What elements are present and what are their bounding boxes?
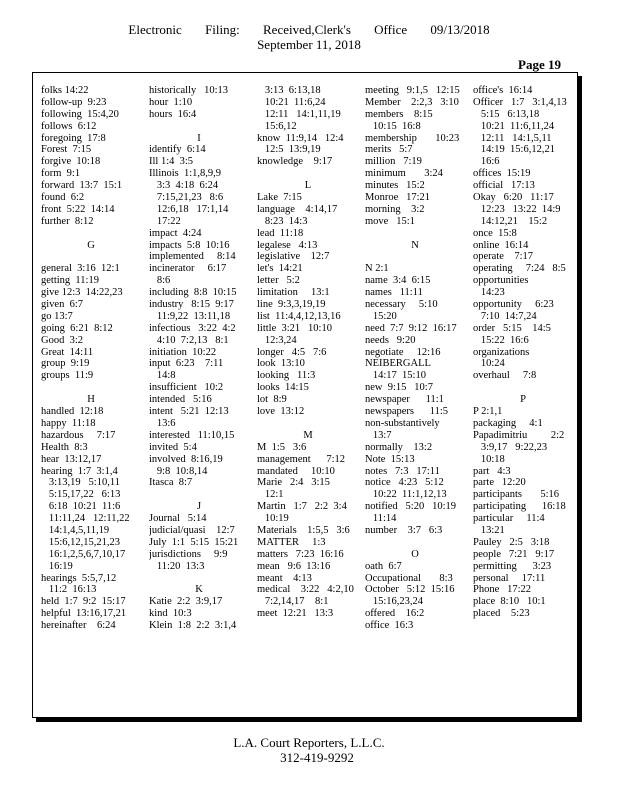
index-entry: hearing 1:7 3:1,4 [41, 465, 118, 477]
filing-word: Received,Clerk's [263, 22, 351, 37]
index-entry: forward 13:7 15:1 [41, 180, 123, 192]
index-entry [149, 573, 249, 585]
index-entry: 13:6 [149, 417, 176, 429]
index-entry: Ill 1:4 3:5 [149, 156, 194, 168]
index-entry: impact 4:24 [149, 227, 202, 239]
index-entry: Lake 7:15 [257, 192, 302, 204]
index-entry: particular 11:4 [473, 513, 545, 525]
index-entry: July 1:1 5:15 15:21 [149, 536, 239, 548]
index-entry: incinerator 6:17 [149, 263, 227, 275]
index-entry: Klein 1:8 2:2 3:1,4 [149, 620, 237, 632]
index-column-4 [365, 85, 465, 713]
index-entry: minutes 15:2 [365, 180, 425, 192]
index-entry: Pauley 2:5 3:18 [473, 536, 550, 548]
index-entry [257, 168, 359, 180]
index-entry: Okay 6:20 11:17 [473, 192, 554, 204]
index-entry: order 5:15 14:5 [473, 322, 551, 334]
index-entry: language 4:14,17 [257, 203, 338, 215]
index-entry: 13:21 [473, 524, 505, 536]
index-section-letter: H [87, 394, 95, 406]
index-entry: 12:23 13:22 14:9 [473, 203, 561, 215]
index-entry: form 9:1 [41, 168, 81, 180]
index-entry: 12:11 14:1,5,11 [473, 132, 552, 144]
index-entry: involved 8:16,19 [149, 453, 223, 465]
index-entry: new 9:15 10:7 [365, 382, 433, 394]
index-entry: held 1:7 9:2 15:17 [41, 596, 126, 608]
index-entry: 16:6 [473, 156, 500, 168]
index-entry: getting 11:19 [41, 275, 99, 287]
index-section-letter: P [520, 394, 526, 406]
index-entry: interested 11:10,15 [149, 429, 235, 441]
filing-stamp [0, 22, 618, 38]
index-entry: members 8:15 [365, 108, 433, 120]
filing-word: Filing: [205, 22, 240, 37]
index-entry: Phone 17:22 [473, 584, 532, 596]
index-entry: NEIBERGALL [365, 358, 431, 370]
index-entry: lot 8:9 [257, 394, 287, 406]
index-entry: opportunity 6:23 [473, 299, 554, 311]
index-section-letter: K [195, 584, 203, 596]
index-entry: needs 9:20 [365, 334, 416, 346]
index-entry: 8:6 [149, 275, 171, 287]
index-entry: knowledge 9:17 [257, 156, 333, 168]
index-entry: list 11:4,4,12,13,16 [257, 310, 341, 322]
index-entry: part 4:3 [473, 465, 511, 477]
index-entry: know 11:9,14 12:4 [257, 132, 344, 144]
index-entry: implemented 8:14 [149, 251, 236, 263]
index-entry: MATTER 1:3 [257, 536, 326, 548]
index-column-2 [149, 85, 249, 713]
index-entry: invited 5:4 [149, 441, 197, 453]
word-index-box [32, 72, 578, 718]
index-entry: Journal 5:14 [149, 513, 207, 525]
index-entry: folks 14:22 [41, 85, 89, 96]
index-entry: love 13:12 [257, 406, 305, 418]
index-entry: letter 5:2 [257, 275, 300, 287]
index-entry: non-substantively [365, 417, 440, 429]
index-entry: including 8:8 10:15 [149, 287, 237, 299]
index-entry: Forest 7:15 [41, 144, 92, 156]
index-entry: legislative 12:7 [257, 251, 330, 263]
index-entry: participants 5:16 [473, 489, 560, 501]
index-entry: 10:15 16:8 [365, 120, 421, 132]
index-entry: 8:23 14:3 [257, 215, 308, 227]
index-entry: N 2:1 [365, 263, 389, 275]
index-entry: overhaul 7:8 [473, 370, 537, 382]
index-entry: management 7:12 [257, 453, 346, 465]
index-entry: general 3:16 12:1 [41, 263, 120, 275]
index-entry: operating 7:24 8:5 [473, 263, 566, 275]
index-entry: found 6:2 [41, 192, 85, 204]
index-entry: notice 4:23 5:12 [365, 477, 444, 489]
index-entry: personal 17:11 [473, 572, 546, 584]
reporter-phone: 312-419-9292 [280, 750, 354, 765]
index-entry: 7:15,21,23 8:6 [149, 192, 224, 204]
index-entry: normally 13:2 [365, 441, 433, 453]
index-entry: offered 16:2 [365, 608, 425, 620]
index-entry: Materials 1:5,5 3:6 [257, 524, 350, 536]
index-entry: insufficient 10:2 [149, 382, 224, 394]
index-entry: 14:1,4,5,11,19 [41, 524, 110, 536]
index-entry: notes 7:3 17:11 [365, 465, 440, 477]
index-section-letter: L [304, 180, 312, 192]
index-entry: 12:11 14:1,11,19 [257, 108, 341, 120]
index-entry: looks 14:15 [257, 382, 309, 394]
index-entry: hereinafter 6:24 [41, 620, 116, 632]
index-entry: 15:22 16:6 [473, 334, 529, 346]
index-entry: go 13:7 [41, 310, 73, 322]
index-entry: 10:24 [473, 358, 505, 370]
index-entry: hear 13:12,17 [41, 453, 102, 465]
index-entry: 12:6,18 17:1,14 [149, 203, 229, 215]
index-entry: follows 6:12 [41, 120, 97, 132]
filing-word: 09/13/2018 [430, 22, 490, 37]
index-entry: hour 1:10 [149, 96, 193, 108]
index-entry: jurisdictions 9:9 [149, 548, 228, 560]
index-entry: 9:8 10:8,14 [149, 465, 208, 477]
index-section-letter: M [303, 429, 313, 441]
hearing-date: September 11, 2018 [257, 37, 361, 52]
index-entry [365, 537, 465, 549]
index-entry [41, 228, 141, 240]
index-entry: 10:22 11:1,12,13 [365, 489, 447, 501]
index-entry: 15:16,23,24 [365, 596, 424, 608]
index-entry: 11:9,22 13:11,18 [149, 310, 231, 322]
index-entry: going 6:21 8:12 [41, 322, 113, 334]
index-entry: 6:18 10:21 11:6 [41, 501, 121, 513]
index-entry: merits 5:7 [365, 144, 413, 156]
index-entry: lead 11:18 [257, 227, 304, 239]
index-entry: Good 3:2 [41, 334, 83, 346]
index-column-1 [41, 85, 141, 713]
index-entry: October 5:12 15:16 [365, 584, 455, 596]
index-entry: 11:11,24 12:11,22 [41, 513, 130, 525]
index-entry: 17:22 [149, 215, 181, 227]
index-entry: people 7:21 9:17 [473, 548, 555, 560]
index-entry [149, 121, 249, 133]
index-entry: meeting 9:1,5 12:15 [365, 85, 460, 96]
index-entry: parte 12:20 [473, 477, 526, 489]
index-entry: operate 7:17 [473, 251, 534, 263]
index-entry: matters 7:23 16:16 [257, 548, 344, 560]
index-section-letter: O [411, 548, 419, 560]
index-entry: M 1:5 3:6 [257, 441, 307, 453]
index-entry: 5:15,17,22 6:13 [41, 489, 121, 501]
index-entry: longer 4:5 7:6 [257, 346, 327, 358]
index-entry: 3:9,17 9:22,23 [473, 441, 548, 453]
index-entry: 14:19 15:6,12,21 [473, 144, 555, 156]
index-entry: handled 12:18 [41, 406, 104, 418]
index-entry: 15:6,12 [257, 120, 297, 132]
index-entry: groups 11:9 [41, 370, 94, 382]
index-entry: Papadimitriu 2:2 [473, 429, 565, 441]
index-entry: Officer 1:7 3:1,4,13 [473, 96, 567, 108]
index-section-letter: N [411, 239, 419, 251]
index-entry: forgive 10:18 [41, 156, 101, 168]
index-entry: meet 12:21 13:3 [257, 608, 334, 620]
index-entry: million 7:19 [365, 156, 422, 168]
index-entry: names 11:11 [365, 287, 423, 299]
index-entry: 4:10 7:2,13 8:1 [149, 334, 229, 346]
index-entry: hours 16:4 [149, 108, 197, 120]
index-entry: intended 5:16 [149, 394, 212, 406]
index-entry: let's 14:21 [257, 263, 303, 275]
index-entry: P 2:1,1 [473, 406, 503, 418]
index-entry: identify 6:14 [149, 144, 206, 156]
index-entry: 7:10 14:7,24 [473, 310, 537, 322]
page-number: Page 19 [518, 57, 561, 72]
reporter-company: L.A. Court Reporters, L.L.C. [233, 735, 385, 750]
index-entry: 3:13,19 5:10,11 [41, 477, 120, 489]
index-entry: front 5:22 14:14 [41, 203, 115, 215]
index-entry: little 3:21 10:10 [257, 322, 332, 334]
index-entry: 5:15 6:13,18 [473, 108, 540, 120]
index-entry: further 8:12 [41, 215, 94, 227]
index-entry: meant 4:13 [257, 572, 312, 584]
index-entry: participating 16:18 [473, 501, 566, 513]
index-entry: Occupational 8:3 [365, 572, 453, 584]
index-entry: place 8:10 10:1 [473, 596, 546, 608]
index-entry: 14:17 15:10 [365, 370, 426, 382]
index-entry: packaging 4:1 [473, 417, 543, 429]
index-entry [365, 228, 465, 240]
index-entry: membership 10:23 [365, 132, 460, 144]
index-entry: 7:2,14,17 8:1 [257, 596, 329, 608]
index-entry: infectious 3:22 4:2 [149, 322, 236, 334]
index-entry: 12:5 13:9,19 [257, 144, 321, 156]
index-entry: given 6:7 [41, 299, 83, 311]
index-entry: follow-up 9:23 [41, 96, 107, 108]
index-entry: kind 10:3 [149, 608, 192, 620]
index-entry: 14:23 [473, 287, 505, 299]
index-entry: medical 3:22 4:2,10 [257, 584, 354, 596]
index-entry: Great 14:11 [41, 346, 94, 358]
index-entry: offices 15:19 [473, 168, 531, 180]
index-entry: newspaper 11:1 [365, 394, 444, 406]
index-entry: 15:6,12,15,21,23 [41, 536, 121, 548]
index-entry: Katie 2:2 3:9,17 [149, 596, 223, 608]
index-entry: give 12:3 14:22,23 [41, 287, 123, 299]
index-entry: morning 3:2 [365, 203, 425, 215]
index-entry [41, 382, 141, 394]
index-entry: Martin 1:7 2:2 3:4 [257, 501, 347, 513]
index-entry: 14:12,21 15:2 [473, 215, 548, 227]
index-column-5 [473, 85, 573, 713]
index-entry: organizations [473, 346, 530, 358]
index-entry: online 16:14 [473, 239, 529, 251]
index-entry [149, 489, 249, 501]
index-entry: 11:20 13:3 [149, 560, 205, 572]
index-entry: 16:1,2,5,6,7,10,17 [41, 548, 126, 560]
index-entry: intent 5:21 12:13 [149, 406, 229, 418]
index-entry: Monroe 17:21 [365, 192, 431, 204]
index-entry: 10:18 [473, 453, 505, 465]
index-entry: look 13:10 [257, 358, 305, 370]
index-entry: mean 9:6 13:16 [257, 560, 331, 572]
index-entry: industry 8:15 9:17 [149, 299, 234, 311]
index-entry: happy 11:18 [41, 417, 96, 429]
index-entry: impacts 5:8 10:16 [149, 239, 230, 251]
index-entry: hazardous 7:17 [41, 429, 116, 441]
index-entry: permitting 3:23 [473, 560, 552, 572]
index-entry: negotiate 12:16 [365, 346, 441, 358]
index-entry: 10:19 [257, 513, 289, 525]
index-entry: group 9:19 [41, 358, 90, 370]
index-entry: minimum 3:24 [365, 168, 443, 180]
index-entry: newspapers 11:5 [365, 406, 449, 418]
index-entry: move 15:1 [365, 215, 415, 227]
index-entry: helpful 13:16,17,21 [41, 608, 127, 620]
index-entry: 10:21 11:6,11,24 [473, 120, 555, 132]
index-entry: opportunities [473, 275, 529, 287]
index-entry: Health 8:3 [41, 441, 88, 453]
index-entry: 3:13 6:13,18 [257, 85, 321, 96]
index-entry: judicial/quasi 12:7 [149, 524, 235, 536]
index-section-letter: G [87, 239, 95, 251]
index-entry: Note 15:13 [365, 453, 415, 465]
index-entry [365, 251, 465, 263]
index-entry: necessary 5:10 [365, 299, 438, 311]
index-entry: foregoing 17:8 [41, 132, 106, 144]
index-entry: 3:3 4:18 6:24 [149, 180, 219, 192]
index-entry: 14:8 [149, 370, 176, 382]
index-entry: once 15:8 [473, 227, 517, 239]
index-entry: 12:3,24 [257, 334, 297, 346]
index-entry [41, 251, 141, 263]
index-entry: official 17:13 [473, 180, 535, 192]
index-entry: office's 16:14 [473, 85, 533, 96]
index-entry: 13:7 [365, 429, 392, 441]
index-column-3 [257, 85, 359, 713]
index-entry [257, 418, 359, 430]
index-entry: Member 2:2,3 3:10 [365, 96, 459, 108]
index-entry: line 9:3,3,19,19 [257, 299, 326, 311]
index-entry: 12:1 [257, 489, 284, 501]
index-entry: hearings 5:5,7,12 [41, 572, 117, 584]
index-entry: legalese 4:13 [257, 239, 318, 251]
index-entry [473, 382, 573, 394]
index-entry: oath 6:7 [365, 560, 402, 572]
index-entry: following 15:4,20 [41, 108, 119, 120]
index-entry: placed 5:23 [473, 608, 530, 620]
filing-word: Office [374, 22, 408, 37]
index-entry: Illinois 1:1,8,9,9 [149, 168, 222, 180]
index-entry: mandated 10:10 [257, 465, 335, 477]
index-entry: name 3:4 6:15 [365, 275, 431, 287]
index-entry: historically 10:13 [149, 85, 229, 96]
index-entry: looking 11:3 [257, 370, 316, 382]
index-entry: Itasca 8:7 [149, 477, 193, 489]
index-entry: notified 5:20 10:19 [365, 501, 456, 513]
index-entry: need 7:7 9:12 16:17 [365, 322, 457, 334]
index-section-letter: I [197, 132, 201, 144]
index-entry: 10:21 11:6,24 [257, 96, 326, 108]
index-entry: Marie 2:4 3:15 [257, 477, 330, 489]
index-section-letter: J [196, 501, 202, 513]
index-entry: 15:20 [365, 310, 397, 322]
index-entry: 11:2 16:13 [41, 584, 97, 596]
index-entry: 16:19 [41, 560, 73, 572]
index-entry: input 6:23 7:11 [149, 358, 224, 370]
index-entry: office 16:3 [365, 620, 414, 632]
index-entry: initiation 10:22 [149, 346, 217, 358]
index-entry: number 3:7 6:3 [365, 524, 443, 536]
index-entry: 11:14 [365, 513, 397, 525]
index-entry: limitation 13:1 [257, 287, 330, 299]
filing-word: Electronic [128, 22, 182, 37]
